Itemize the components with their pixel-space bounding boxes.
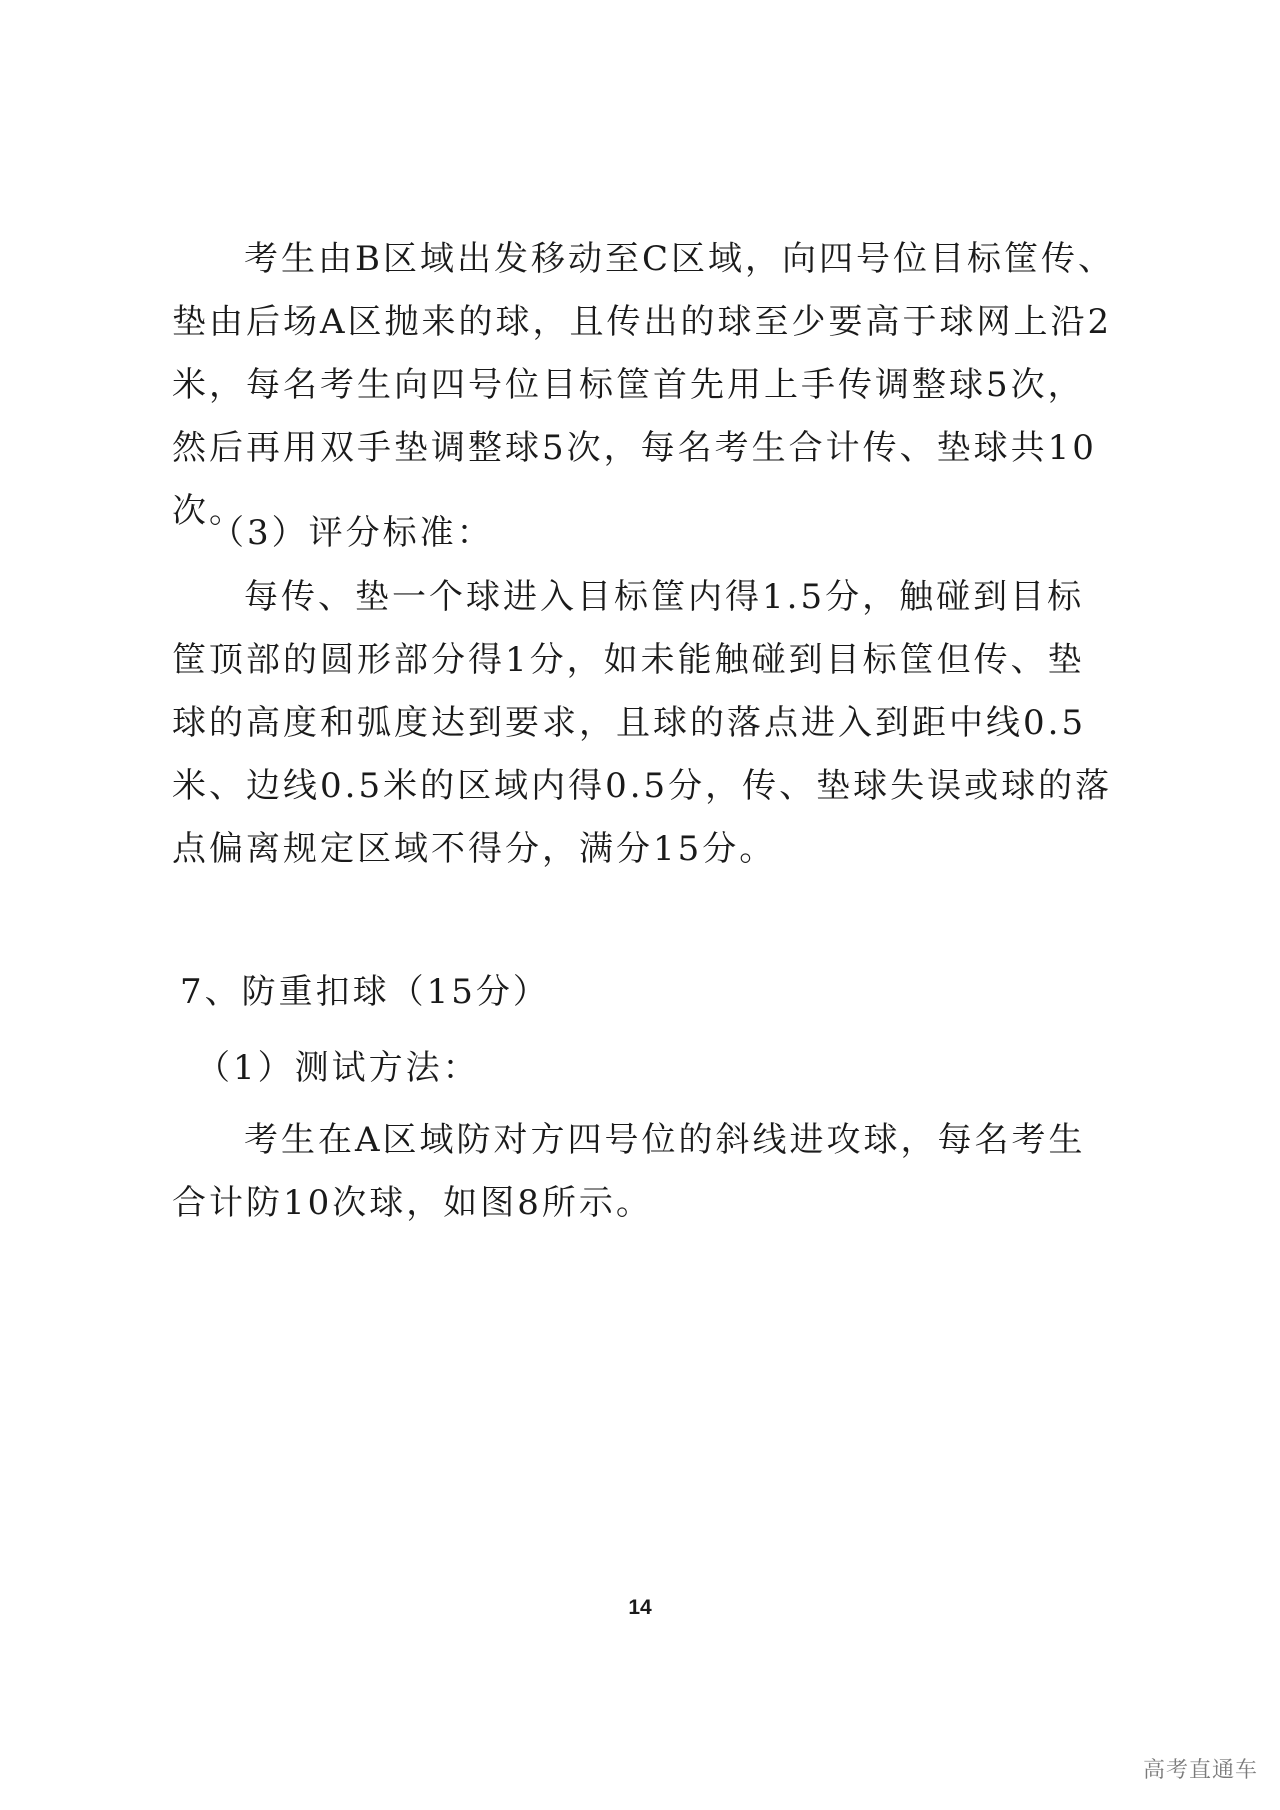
- heading-test-method: （1）测试方法：: [196, 1048, 480, 1088]
- page-number: 14: [628, 1596, 652, 1619]
- paragraph-defense-method: 考生在A区域防对方四号位的斜线进攻球，每名考生合计防10次球，如图8所示。: [172, 1120, 1086, 1223]
- heading-scoring-standard: （3）评分标准：: [210, 513, 494, 553]
- heading-section-7-defense-spike: 7、防重扣球（15分）: [180, 972, 550, 1012]
- paragraph-scoring-rules: 每传、垫一个球进入目标筐内得1.5分，触碰到目标筐顶部的圆形部分得1分，如未能触碰到目标筐但传、垫球的高度和弧度达到要求，且球的落点进入到距中线0.5米、边线0.5米的区域内得0.5分，传、垫球失误或球的落点偏离规定区域不得分，满分15分。: [172, 577, 1113, 869]
- paragraph-pass-dig-method: 考生由B区域出发移动至C区域，向四号位目标筐传、垫由后场A区抛来的球，且传出的球至少要高于球网上沿2米，每名考生向四号位目标筐首先用上手传调整球5次，然后再用双手垫调整球5次，每名考生合计传、垫球共10次。: [172, 239, 1115, 531]
- watermark-text: 高考直通车: [1142, 1758, 1258, 1783]
